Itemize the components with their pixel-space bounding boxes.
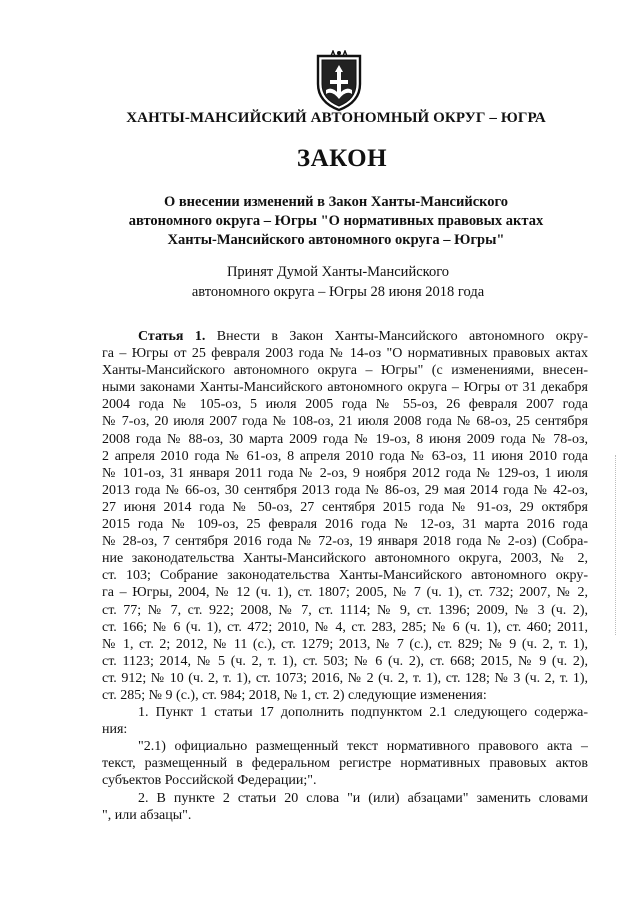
item1-line: 1. Пункт 1 статьи 17 дополнить подпунктом 2.1 следующего содержа- — [138, 705, 588, 721]
adoption-note — [18, 262, 640, 302]
article-line: № 1, ст. 2; 2012, № 11 (с.), ст. 1279; 2013, № 7 (с.), ст. 829; № 9 (ч. 2, т. 1), — [102, 636, 588, 652]
article-line: № 101-оз, 31 января 2011 года № 2-оз, 9 ноября 2012 года № 129-оз, 1 июля — [102, 465, 588, 481]
article-line: ст. 166; № 6 (ч. 1), ст. 472; 2010, № 4, ст. 283, 285; № 6 (ч. 1), ст. 460; 2011, — [102, 619, 588, 635]
law-title-line: О внесении изменений в Закон Ханты-Мансийского — [163, 194, 509, 210]
article-line: ст. 912; № 10 (ч. 2, т. 1), ст. 1073; 2016, № 2 (ч. 2, т. 1), ст. 128; № 3 (ч. 2, т. 1), — [102, 670, 588, 686]
article-line: № 28-оз, 7 сентября 2016 года № 72-оз, 19 января 2018 года № 2-оз) (Собра- — [102, 534, 588, 550]
quote-line: субъектов Российской Федерации;". — [102, 773, 317, 789]
article-line: Ханты-Мансийского автономного округа – Югры" (с изменениями, внесен- — [102, 363, 588, 379]
item2-line: ", или абзацы". — [102, 807, 192, 823]
article-line: 2004 года № 105-оз, 5 июля 2005 года № 55-оз, 26 февраля 2007 года — [102, 397, 588, 413]
law-title-line: Ханты-Мансийского автономного округа – Югры" — [167, 232, 505, 248]
item2-line: 2. В пункте 2 статьи 20 слова "и (или) абзацами" заменить словами — [138, 790, 588, 806]
article-line: га – Югры от 25 февраля 2003 года № 14-оз "О нормативных правовых актах — [102, 346, 588, 362]
coat-of-arms-emblem — [314, 50, 364, 112]
article-line: га – Югры, 2004, № 12 (ч. 1), ст. 1807; 2005, № 7 (ч. 1), ст. 732; 2007, № 2, — [102, 585, 588, 601]
article-line: ст. 103; Собрание законодательства Ханты-Мансийского автономного окру- — [102, 568, 588, 584]
article-line: 2008 года № 88-оз, 30 марта 2009 года № 19-оз, 8 июня 2009 года № 78-оз, — [102, 431, 588, 447]
article-first-line-text: Внести в Закон Ханты-Мансийского автономного окру- — [205, 329, 588, 344]
article-line: 27 июня 2014 года № 50-оз, 27 сентября 2015 года № 91-оз, 29 октября — [102, 499, 588, 515]
coat-of-arms-icon — [314, 50, 364, 112]
item1-line: ния: — [102, 722, 128, 738]
law-title — [16, 193, 640, 250]
article-line: ст. 285; № 9 (с.), ст. 984; 2018, № 1, ст. 2) следующие изменения: — [102, 687, 487, 703]
article-first-line — [102, 328, 588, 345]
law-title-line: автономного округа – Югры "О нормативных правовых актах — [128, 213, 544, 229]
article-label: Статья 1. — [138, 329, 206, 344]
article-line: 2013 года № 66-оз, 30 сентября 2013 года № 86-оз, 29 мая 2014 года № 42-оз, — [102, 482, 588, 498]
adoption-line: автономного округа – Югры 28 июня 2018 года — [191, 284, 485, 300]
adoption-line: Принят Думой Ханты-Мансийского — [226, 264, 450, 280]
article-line: 2 апреля 2010 года № 61-оз, 8 апреля 2010 года № 63-оз, 11 июня 2010 года — [102, 448, 588, 464]
scan-margin-mark — [615, 455, 618, 635]
region-heading: ХАНТЫ-МАНСИЙСКИЙ АВТОНОМНЫЙ ОКРУГ – ЮГРА — [126, 110, 546, 126]
article-line: ст. 77; № 7, ст. 922; 2008, № 7, ст. 1114; № 9, ст. 1396; 2009, № 3 (ч. 2), — [102, 602, 588, 618]
article-line: ными законами Ханты-Мансийского автономного округа – Югры от 31 декабря — [102, 380, 588, 396]
article-body — [102, 328, 588, 824]
article-line: 2015 года № 109-оз, 25 февраля 2016 года № 12-оз, 31 марта 2016 года — [102, 517, 588, 533]
quote-line: "2.1) официально размещенный текст нормативного правового акта – — [138, 739, 588, 755]
article-line: № 7-оз, 20 июля 2007 года № 108-оз, 21 июля 2008 года № 68-оз, 25 сентября — [102, 414, 588, 430]
document-type-heading: ЗАКОН — [296, 145, 388, 172]
article-line: ст. 1123; 2014, № 5 (ч. 2, т. 1), ст. 503; № 6 (ч. 2), ст. 668; 2015, № 9 (ч. 2), — [102, 653, 588, 669]
quote-line: текст, размещенный в федеральном регистре нормативных правовых актов — [102, 756, 588, 772]
article-line: ние законодательства Ханты-Мансийского автономного округа, 2003, № 2, — [102, 551, 588, 567]
